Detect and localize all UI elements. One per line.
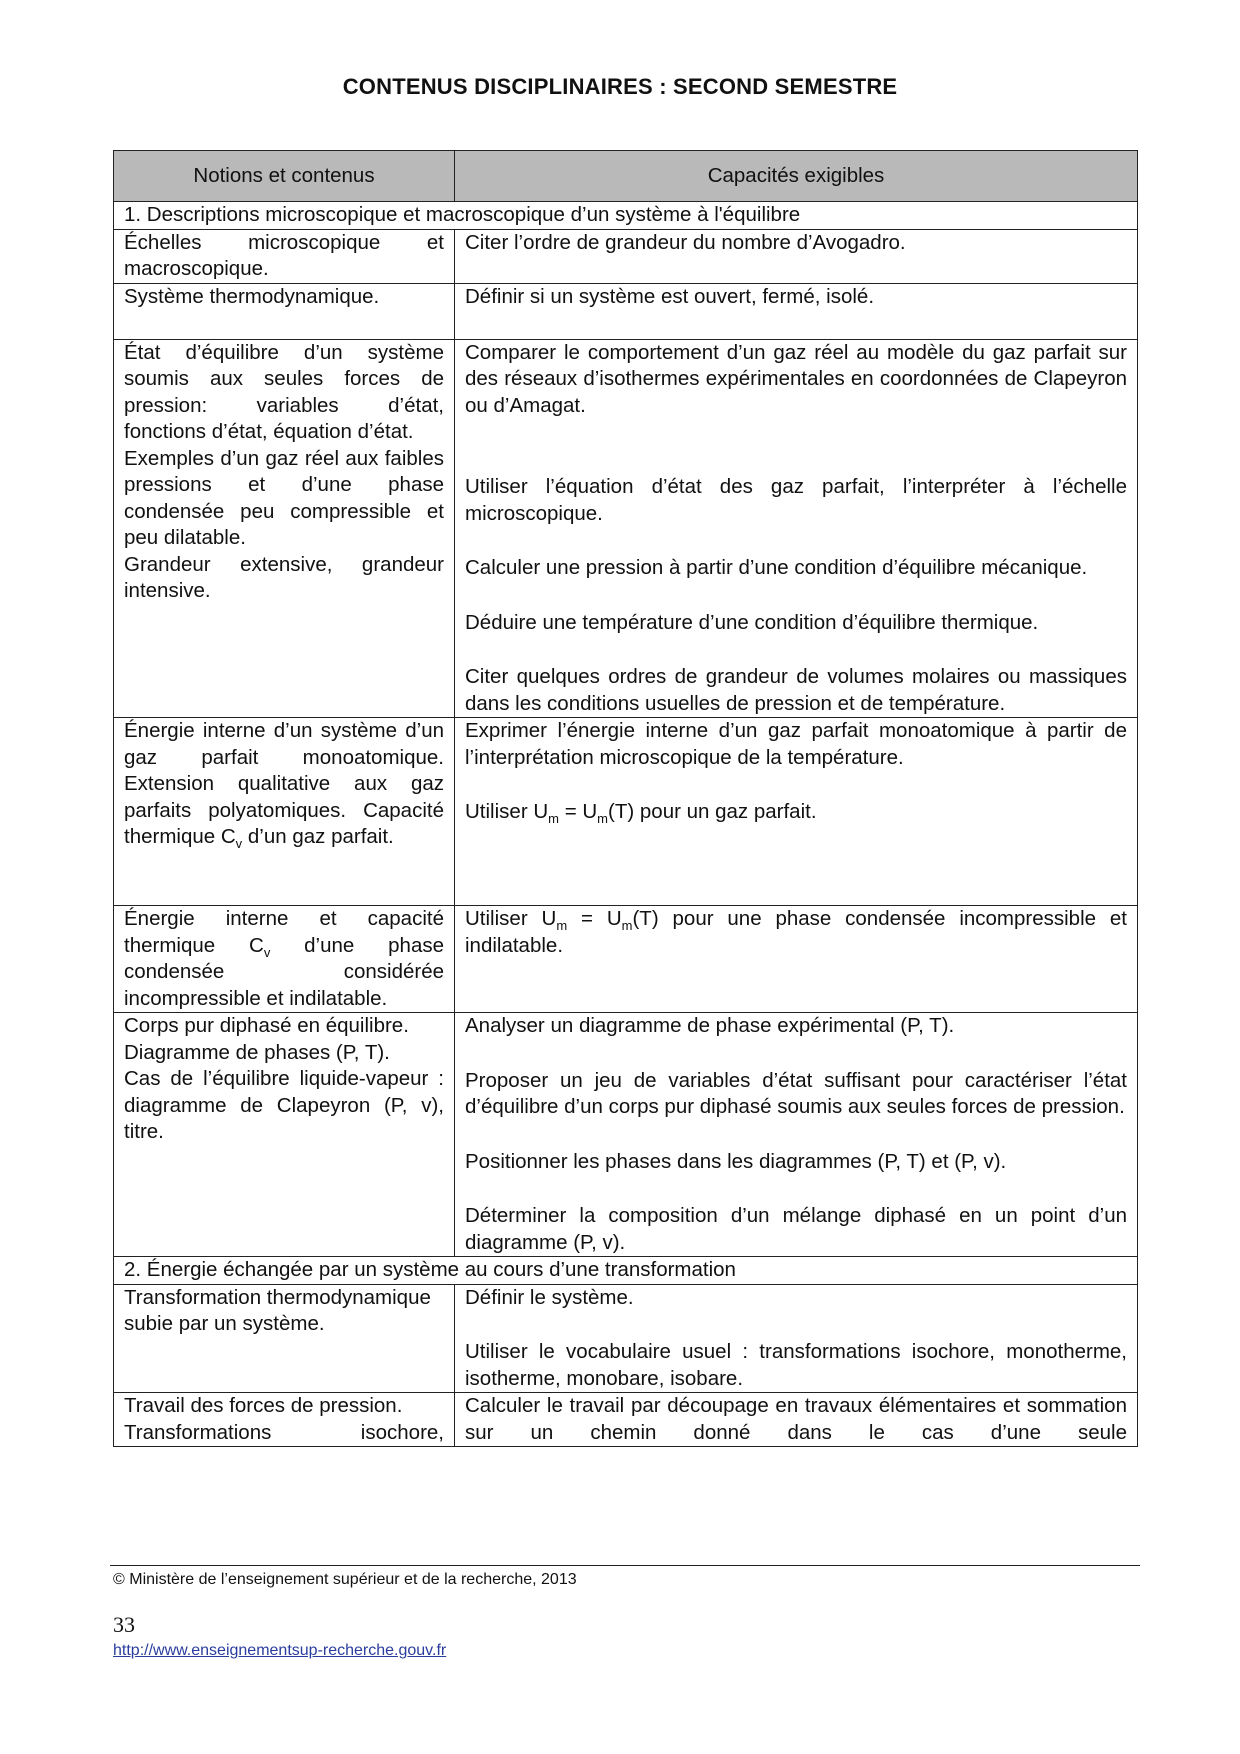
capacites-cell [455, 1393, 1138, 1447]
capacites-cell [455, 906, 1138, 1013]
notion-text: Système thermodynamique. [124, 284, 380, 308]
notion-text: Exemples d’un gaz réel aux faibles pressions et d’une phase condensée peu compressible et peu dilatable. [124, 446, 444, 549]
notion-text: Corps pur diphasé en équilibre. [124, 1014, 409, 1037]
notion-text: État d’équilibre d’un système soumis aux seules forces de pression: variables d’état, fonctions d’état, équation d’état. [124, 340, 444, 443]
capacite-text: Utiliser $U_m = U_m(T)$ pour un gaz parfait. [465, 800, 817, 827]
notion-cell [114, 229, 455, 283]
notion-text: Diagramme de phases (P, T). [124, 1040, 390, 1064]
section-title-1: 1. Descriptions microscopique et macroscopique d’un système à l'équilibre [114, 202, 1138, 230]
capacite-text: Analyser un diagramme de phase expérimental (P, T). [465, 1014, 955, 1037]
notion-cell [114, 718, 455, 906]
capacite-text: Comparer le comportement d’un gaz réel au modèle du gaz parfait sur des réseaux d’isothermes expérimentales en coordonnées de Clapeyron ou d’Amagat. [465, 340, 1127, 417]
notion-cell [114, 906, 455, 1013]
capacites-cell [455, 1284, 1138, 1393]
notion-cell [114, 1013, 455, 1257]
footer-link[interactable]: http://www.enseignementsup-recherche.gouv.fr [113, 1642, 447, 1659]
footer-divider [110, 1565, 1140, 1566]
table-header-row [114, 151, 1138, 202]
capacite-text: Citer quelques ordres de grandeur de volumes molaires ou massiques dans les conditions usuelles de pression et de température. [465, 665, 1127, 715]
notion-text: Travail des forces de pression. [124, 1394, 403, 1417]
page-title: CONTENUS DISCIPLINAIRES : SECOND SEMESTRE [342, 74, 898, 99]
table-row [114, 1284, 1138, 1393]
section-title-2: 2. Énergie échangée par un système au cours d’une transformation [114, 1257, 1138, 1285]
capacite-text: Utiliser $U_m = U_m(T)$ pour une phase condensée incompressible et indilatable. [465, 907, 1127, 957]
capacite-text: Citer l’ordre de grandeur du nombre d’Avogadro. [465, 230, 906, 254]
capacites-cell [455, 229, 1138, 283]
capacite-text: Déterminer la composition d’un mélange diphasé en un point d’un diagramme (P, v). [465, 1204, 1127, 1254]
notion-text: Énergie interne d’un système d’un gaz parfait monoatomique. Extension qualitative aux gaz parfaits polyatomiques. Capacité thermique $C_v$ d’un gaz parfait. [124, 719, 444, 852]
section-row [114, 202, 1138, 230]
capacites-cell [455, 718, 1138, 906]
column-header-notions: Notions et contenus [114, 151, 455, 202]
table-row [114, 718, 1138, 906]
capacites-cell [455, 283, 1138, 339]
notion-text: Cas de l’équilibre liquide-vapeur : diagramme de Clapeyron (P, v), titre. [124, 1067, 444, 1143]
program-table [113, 150, 1138, 1447]
notion-text: Échelles microscopique et macroscopique. [124, 230, 444, 280]
table-row [114, 906, 1138, 1013]
capacite-text: Définir si un système est ouvert, fermé, isolé. [465, 284, 875, 308]
table-row [114, 339, 1138, 718]
notion-text: Énergie interne et capacité thermique $C_v$ d’une phase condensée considérée incompressible et indilatable. [124, 907, 444, 1010]
capacite-text: Définir le système. [465, 1285, 634, 1309]
notion-cell [114, 1284, 455, 1393]
table-row [114, 283, 1138, 339]
page-number: 33 [113, 1612, 135, 1637]
copyright-notice: © Ministère de l’enseignement supérieur et de la recherche, 2013 [113, 1571, 577, 1588]
notion-text: Grandeur extensive, grandeur intensive. [124, 552, 444, 602]
notion-text: Transformation thermodynamique subie par un système. [124, 1285, 431, 1335]
table-row [114, 1393, 1138, 1447]
capacite-text: Utiliser l’équation d’état des gaz parfait, l’interpréter à l’échelle microscopique. [465, 475, 1127, 525]
capacite-text: Calculer le travail par découpage en travaux élémentaires et sommation sur un chemin donné dans le cas d’une seule [465, 1394, 1127, 1444]
notion-cell [114, 339, 455, 718]
capacite-text: Calculer une pression à partir d’une condition d’équilibre mécanique. [465, 556, 1088, 579]
capacite-text: Déduire une température d’une condition d’équilibre thermique. [465, 610, 1039, 634]
capacite-text: Positionner les phases dans les diagrammes (P, T) et (P, v). [465, 1149, 1007, 1173]
capacite-text: Exprimer l’énergie interne d’un gaz parfait monoatomique à partir de l’interprétation microscopique de la température. [465, 719, 1127, 769]
capacites-cell [455, 339, 1138, 718]
notion-text: Transformations isochore, [124, 1420, 444, 1444]
column-header-capacites: Capacités exigibles [455, 151, 1138, 202]
capacites-cell [455, 1013, 1138, 1257]
section-row [114, 1257, 1138, 1285]
table-row [114, 1013, 1138, 1257]
capacite-text: Proposer un jeu de variables d’état suffisant pour caractériser l’état d’équilibre d’un corps pur diphasé soumis aux seules forces de pression. [465, 1068, 1127, 1118]
notion-cell [114, 283, 455, 339]
notion-cell [114, 1393, 455, 1447]
table-row [114, 229, 1138, 283]
capacite-text: Utiliser le vocabulaire usuel : transformations isochore, monotherme, isotherme, monobare, isobare. [465, 1340, 1127, 1390]
